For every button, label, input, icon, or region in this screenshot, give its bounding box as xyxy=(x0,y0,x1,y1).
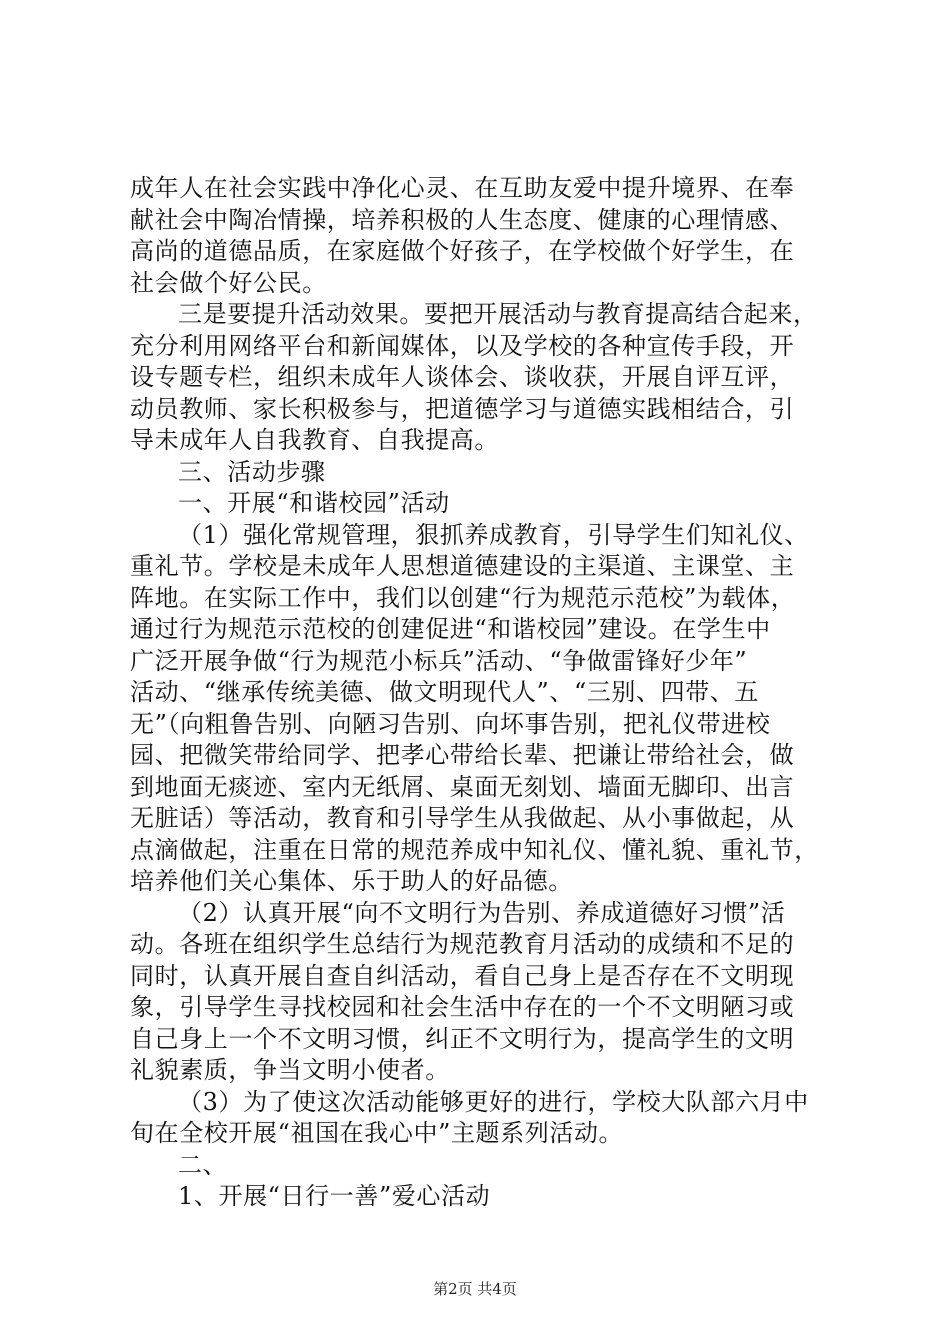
text-line: 活动、“继承传统美德、做文明现代人”、“三别、四带、五 xyxy=(130,678,760,706)
text-line: 设专题专栏，组织未成年人谈体会、谈收获，开展自评互评， xyxy=(130,363,795,391)
text-line: 献社会中陶冶情操，培养积极的人生态度、健康的心理情感、 xyxy=(130,205,795,234)
text-line: 同时，认真开展自查自纠活动，看自己身上是否存在不文明现 xyxy=(130,961,795,990)
text-line: 旬在全校开展“祖国在我心中”主题系列活动。 xyxy=(130,1119,624,1147)
text-line: 无脏话）等活动，教育和引导学生从我做起、从小事做起，从 xyxy=(130,804,795,832)
text-line: 高尚的道德品质，在家庭做个好孩子，在学校做个好学生，在 xyxy=(130,237,795,265)
text-line: 成年人在社会实践中净化心灵、在互助友爱中提升境界、在奉 xyxy=(130,174,795,202)
section-heading: 二、 xyxy=(178,1150,228,1179)
text-line: 重礼节。学校是未成年人思想道德建设的主渠道、主课堂、主 xyxy=(130,552,795,580)
paragraph-start-line: （2）认真开展“向不文明行为告别、养成道德好习惯”活 xyxy=(178,898,786,927)
paragraph-start-line: （1）强化常规管理，狠抓养成教育，引导学生们知礼仪、 xyxy=(178,520,809,549)
text-line: 动员教师、家长积极参与，把道德学习与道德实践相结合，引 xyxy=(130,394,795,423)
text-line: 社会做个好公民。 xyxy=(130,268,327,297)
text-line: 到地面无痰迹、室内无纸屑、桌面无刻划、墙面无脚印、出言 xyxy=(130,772,795,801)
paragraph-start-line: 三是要提升活动效果。要把开展活动与教育提高结合起来， xyxy=(178,300,818,328)
text-line: 园、把微笑带给同学、把孝心带给长辈、把谦让带给社会，做 xyxy=(130,741,795,769)
paragraph-start-line: （3）为了使这次活动能够更好的进行，学校大队部六月中 xyxy=(178,1087,809,1116)
text-line: 阵地。在实际工作中，我们以创建“行为规范示范校”为载体， xyxy=(130,583,796,612)
text-line: 象，引导学生寻找校园和社会生活中存在的一个不文明陋习或 xyxy=(130,993,795,1021)
text-line: 充分利用网络平台和新闻媒体，以及学校的各种宣传手段，开 xyxy=(130,331,795,360)
text-line: 点滴做起，注重在日常的规范养成中知礼仪、懂礼貌、重礼节， xyxy=(130,835,819,864)
text-line: 广泛开展争做“行为规范小标兵”活动、“争做雷锋好少年” xyxy=(130,646,748,675)
text-line: 培养他们关心集体、乐于助人的好品德。 xyxy=(130,867,573,895)
text-line: 通过行为规范示范校的创建促进“和谐校园”建设。在学生中 xyxy=(130,615,771,643)
text-line: 礼貌素质，争当文明小使者。 xyxy=(130,1056,450,1084)
text-line: 无”（向粗鲁告别、向陋习告别、向坏事告别，把礼仪带进校 xyxy=(130,709,771,738)
text-line: 自己身上一个不文明习惯，纠正不文明行为，提高学生的文明 xyxy=(130,1024,795,1053)
subsection-heading: 1、开展“日行一善”爱心活动 xyxy=(178,1182,491,1210)
page-footer xyxy=(0,1278,950,1299)
text-line: 导未成年人自我教育、自我提高。 xyxy=(130,426,499,454)
subsection-heading: 一、开展“和谐校园”活动 xyxy=(178,489,450,517)
section-heading: 三、活动步骤 xyxy=(178,457,326,486)
page-number-label: 第2页 共4页 xyxy=(433,1280,517,1298)
document-body xyxy=(130,173,830,1213)
text-line: 动。各班在组织学生总结行为规范教育月活动的成绩和不足的 xyxy=(130,930,795,958)
